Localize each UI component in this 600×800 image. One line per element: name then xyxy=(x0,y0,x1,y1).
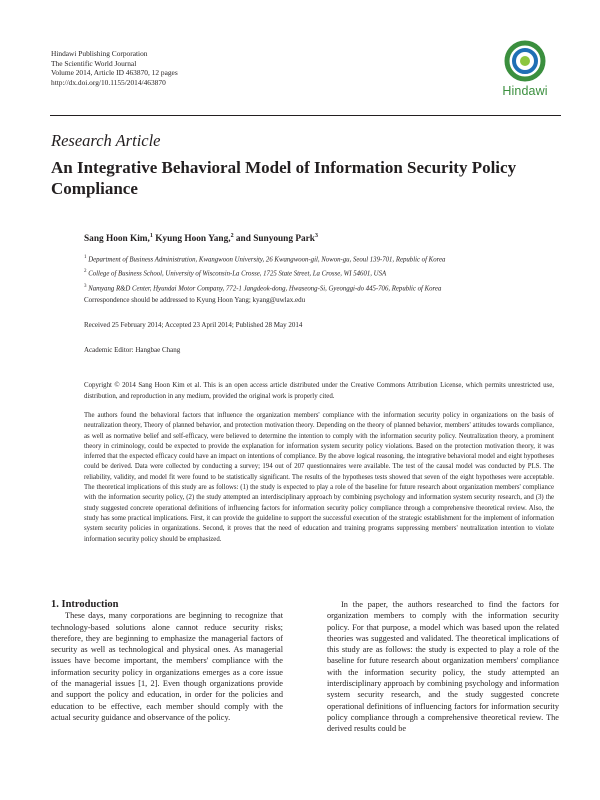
column-left xyxy=(51,599,283,723)
correspondence: Correspondence should be addressed to Kyung Hoon Yang; kyang@uwlax.edu xyxy=(84,296,306,304)
hindawi-wordmark: Hindawi xyxy=(502,84,548,98)
column-right xyxy=(327,599,559,735)
copyright-notice: Copyright © 2014 Sang Hoon Kim et al. This is an open access article distributed under the Creative Commons Attribution License, which permits unrestricted use, distribution, and reproduction in any medium, provided the original work is properly cited. xyxy=(84,382,554,400)
author-affiliation-mark: 1 xyxy=(149,233,153,239)
affiliation-item: $^2$ College of Business School, University of Wisconsin-La Crosse, 1725 State Street, La Crosse, WI 54601, USA xyxy=(84,269,387,278)
author-name: Kyung Hoon Yang, xyxy=(155,234,231,245)
publication-info xyxy=(51,49,178,87)
volume-info: Volume 2014, Article ID 463870, 12 pages xyxy=(51,68,178,78)
author-name: and Sunyoung Park xyxy=(235,234,315,245)
journal-name: The Scientific World Journal xyxy=(51,58,137,68)
publication-dates: Received 25 February 2014; Accepted 23 April 2014; Published 28 May 2014 xyxy=(84,321,303,329)
paragraph: In the paper, the authors researched to find the factors for organization members to comply with the information security policy. For that purpose, a model which was based upon the related theories was suggested and validated. The theoretical implications of this study are as follows: the study is expected to play a role of the baseline for future research about organization members' compliance with the information security policy, the study attempted an interdisciplinary approach by combining psychology and information system security research, and the study suggested concrete operational definitions of influencing factors for information security policy compliance through a comprehensive theoretical review. The derived results could be xyxy=(327,600,559,734)
publisher-name: Hindawi Publishing Corporation xyxy=(51,49,148,58)
author-list xyxy=(84,233,318,244)
affiliations xyxy=(84,252,564,295)
article-type: Research Article xyxy=(51,131,161,150)
affiliation-item: $^3$ Namyang R&D Center, Hyundai Motor Company, 772-1 Jangdeok-dong, Hwaseong-Si, Gyeonggi-do 445-706, Republic of Korea xyxy=(84,283,442,292)
author-affiliation-mark: 3 xyxy=(314,233,318,239)
abstract: The authors found the behavioral factors that influence the organization members' compliance with the information security policy in organizations on the basis of neutralization theory, Theory of planned behavior, and protection motivation theory. Depending on the theory of planned behavior, members' attitudes towards compliance, as well as normative belief and self-efficacy, were believed to determine the intention to comply with the information security policy. Neutralization theory, a prominent theory in criminology, could be expected to provide the explanation for information system security policy violations. Based on the protection motivation theory, it was inferred that the expected efficacy could have an impact on intentions of compliance. By the above logical reasoning, the integrative behavioral model and eight hypotheses could be derived. Data were collected by conducting a survey; 194 out of 207 questionnaires were available. The test of the causal model was conducted by PLS. The reliability, validity, and model fit were found to be statistically significant. The results of the hypotheses tests showed that seven of the eight hypotheses were acceptable. The theoretical implications of this study are as follows: (1) the study is expected to play a role of the baseline for future research about organization members' compliance with the information security policy, (2) the study attempted an interdisciplinary approach by combining psychology and information system security research, and (3) the study suggested concrete operational definitions of influencing factors for information security policy compliance through a comprehensive theoretical review. Also, the study has some practical implications. First, it can provide the guideline to support the successful execution of the strategic establishment for the implement of information system security policies in organizations. Second, it proves that the need of education and training programs suppressing members' neutralization intention to violate information security policy should be emphasized. xyxy=(84,412,554,543)
hindawi-logo xyxy=(493,40,557,104)
author-name: Sang Hoon Kim, xyxy=(84,234,150,245)
author-affiliation-mark: 2 xyxy=(230,233,234,239)
academic-editor: Academic Editor: Hangbae Chang xyxy=(84,346,181,354)
article-title: An Integrative Behavioral Model of Information Security Policy Compliance xyxy=(51,158,517,198)
affiliation-item: $^1$ Department of Business Administration, Kwangwoon University, 26 Kwangwoon-gil, Nowon-gu, Seoul 139-701, Republic of Korea xyxy=(84,255,446,264)
hindawi-logo-icon xyxy=(504,40,546,82)
header-divider xyxy=(50,115,561,116)
paragraph: These days, many corporations are beginning to recognize that technology-based solutions alone cannot reduce security risks; therefore, they are beginning to emphasize the managerial factors of security as well as technological and physical ones. As managerial issues have become important, the members' compliance with the information security policy in organizations emerges as a core issue of the managerial issues [1, 2]. Even though organizations provide and support the policy and education, in order for the policies and education to be effective, each member should comply with the actual security guidance and observance of the policy. xyxy=(51,611,283,722)
doi-link[interactable]: http://dx.doi.org/10.1155/2014/463870 xyxy=(51,77,166,87)
section-heading: 1. Introduction xyxy=(51,599,119,610)
